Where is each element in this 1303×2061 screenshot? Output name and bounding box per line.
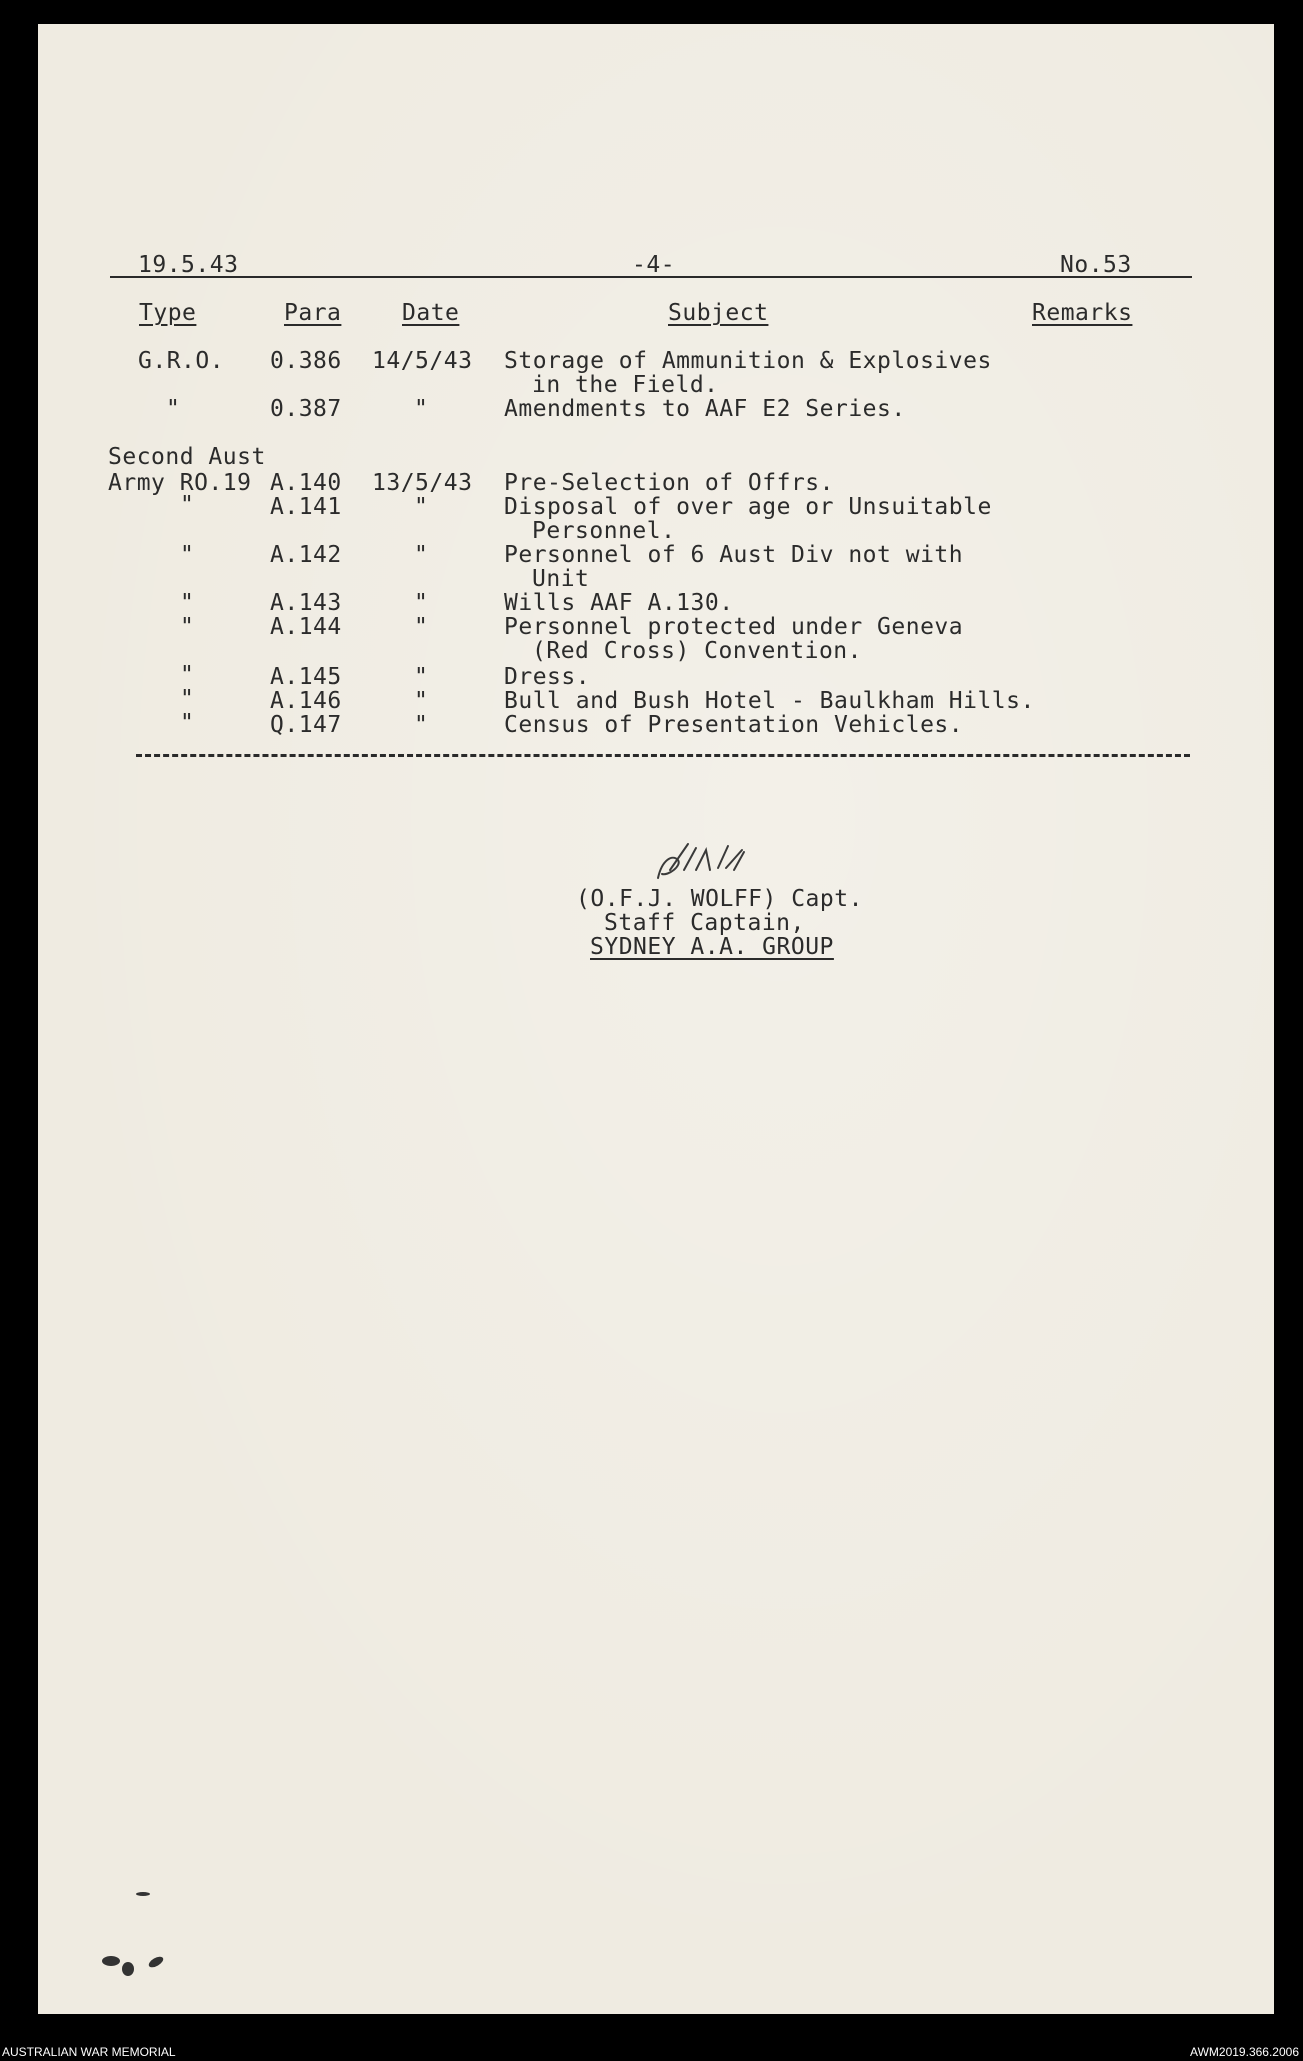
row-date: 14/5/43 (372, 348, 473, 374)
table-end-rule (136, 754, 1190, 757)
row-type: " (166, 396, 181, 422)
row-date: " (414, 590, 429, 616)
row-subject-continued: (Red Cross) Convention. (532, 638, 862, 664)
row-para: A.142 (270, 542, 342, 568)
row-subject: Bull and Bush Hotel - Baulkham Hills. (504, 688, 1035, 714)
row-type: " (180, 614, 195, 640)
row-type: G.R.O. (138, 348, 225, 374)
row-subject: Personnel protected under Geneva (504, 614, 964, 640)
header-issue-number: No.53 (1060, 252, 1132, 278)
footer-right: AWM2019.366.2006 (1190, 2045, 1299, 2059)
row-type: Second Aust (108, 444, 266, 470)
signatory-title: Staff Captain, (604, 910, 805, 936)
row-subject: Dress. (504, 664, 591, 690)
row-type: " (180, 542, 195, 568)
column-type: Type (139, 300, 197, 326)
row-subject-continued: Unit (532, 566, 590, 592)
row-subject: Storage of Ammunition & Explosives (504, 348, 992, 374)
ink-mark (102, 1956, 120, 1966)
row-para: Q.147 (270, 712, 342, 738)
row-para: A.144 (270, 614, 342, 640)
row-date: " (414, 688, 429, 714)
signatory-name: (O.F.J. WOLFF) Capt. (576, 886, 863, 912)
row-type: " (180, 662, 195, 688)
row-type: " (180, 492, 195, 518)
row-type: Army RO.19 (108, 470, 252, 496)
column-remarks: Remarks (1032, 300, 1133, 326)
header-rule (110, 276, 1192, 278)
row-subject: Pre-Selection of Offrs. (504, 470, 834, 496)
row-date: " (414, 614, 429, 640)
row-subject-continued: in the Field. (532, 372, 719, 398)
row-para: A.146 (270, 688, 342, 714)
ink-mark (136, 1892, 150, 1896)
row-type: " (180, 686, 195, 712)
row-date: 13/5/43 (372, 470, 473, 496)
ink-mark (122, 1962, 134, 1976)
row-date: " (414, 712, 429, 738)
signatory-unit: SYDNEY A.A. GROUP (590, 934, 834, 960)
row-date: " (414, 494, 429, 520)
row-subject: Disposal of over age or Unsuitable (504, 494, 992, 520)
column-para: Para (284, 300, 342, 326)
row-date: " (414, 664, 429, 690)
row-type: " (180, 590, 195, 616)
column-date: Date (402, 300, 460, 326)
row-date: " (414, 396, 429, 422)
row-para: 0.386 (270, 348, 342, 374)
row-para: 0.387 (270, 396, 342, 422)
row-para: A.143 (270, 590, 342, 616)
row-subject: Wills AAF A.130. (504, 590, 734, 616)
row-subject: Personnel of 6 Aust Div not with (504, 542, 964, 568)
footer-left: AUSTRALIAN WAR MEMORIAL (2, 2045, 176, 2059)
column-subject: Subject (668, 300, 769, 326)
row-type: " (180, 710, 195, 736)
row-subject-continued: Personnel. (532, 518, 676, 544)
row-date: " (414, 542, 429, 568)
row-para: A.145 (270, 664, 342, 690)
header-page-number: -4- (632, 252, 676, 278)
header-date: 19.5.43 (138, 252, 239, 278)
handwritten-signature (648, 840, 768, 890)
row-subject: Amendments to AAF E2 Series. (504, 396, 906, 422)
row-para: A.140 (270, 470, 342, 496)
row-para: A.141 (270, 494, 342, 520)
row-subject: Census of Presentation Vehicles. (504, 712, 964, 738)
